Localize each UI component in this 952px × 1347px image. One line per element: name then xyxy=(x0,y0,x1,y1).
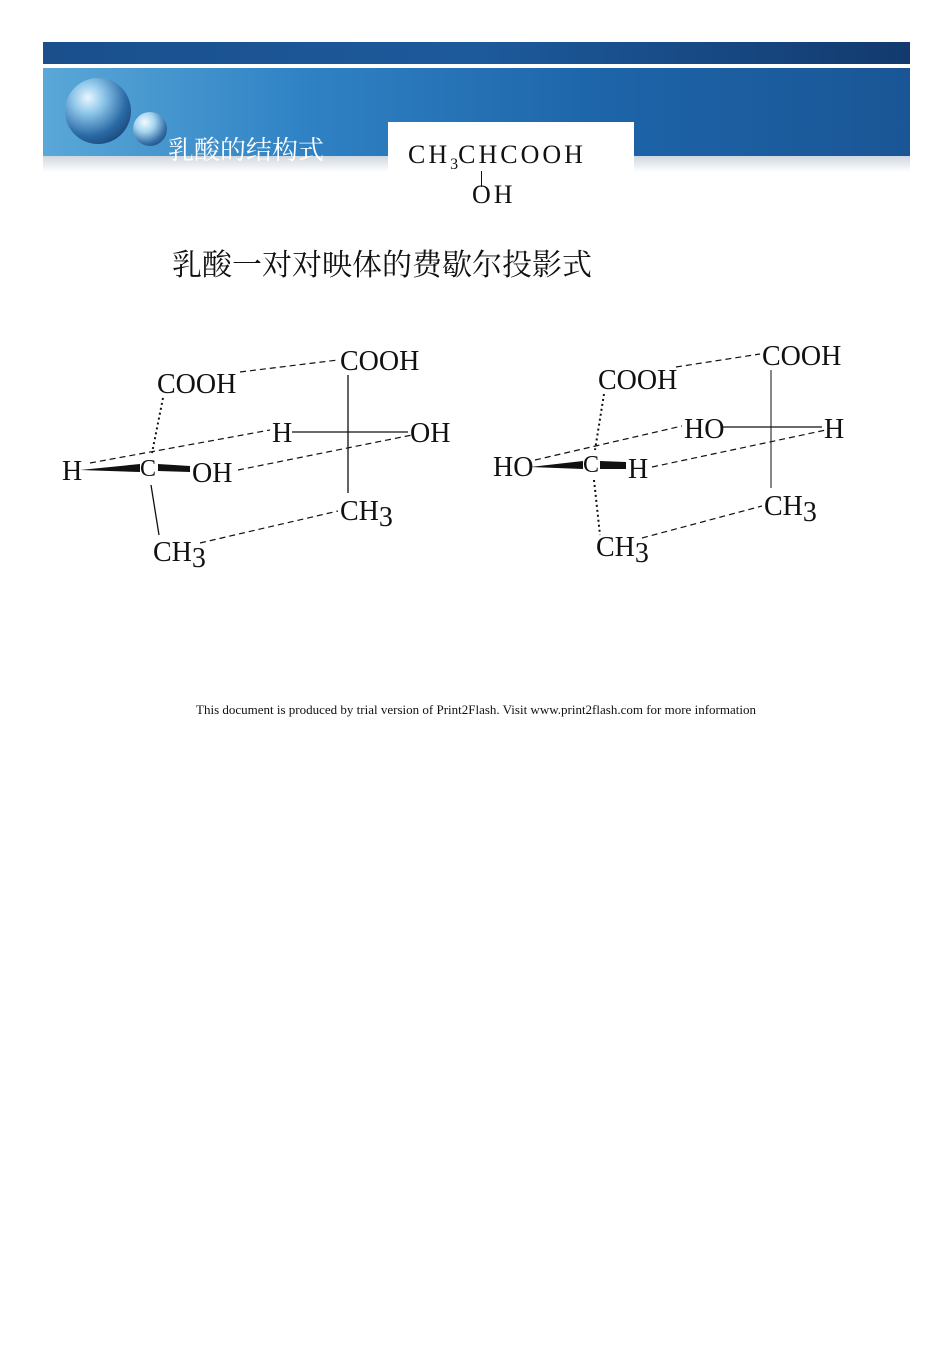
left-fischer-top-label: COOH xyxy=(340,346,420,377)
formula-rest: CHCOOH xyxy=(458,140,586,169)
right-fischer-right-label: H xyxy=(824,414,845,445)
left-link-cooh xyxy=(240,360,338,372)
right-fischer-top-label: COOH xyxy=(762,341,842,372)
right-wedge-top-label: COOH xyxy=(598,365,678,396)
left-wedge-bottom-bond xyxy=(151,485,159,535)
right-link-cooh xyxy=(676,354,760,367)
left-wedge-bond-right xyxy=(158,464,190,472)
section-heading: 乳酸一对对映体的费歇尔投影式 xyxy=(172,248,592,283)
right-wedge-bottom-sub: 3 xyxy=(634,538,649,569)
right-link-ch3 xyxy=(642,506,762,538)
right-wedge-right-label: H xyxy=(628,454,649,485)
fischer-projection-diagram xyxy=(0,330,952,580)
right-fischer-bottom-sub: 3 xyxy=(802,497,817,528)
left-fischer-right-label: OH xyxy=(410,418,451,449)
left-link-oh xyxy=(238,435,412,470)
sphere-decoration-icon xyxy=(65,78,131,144)
left-wedge-bond-left xyxy=(80,464,140,472)
left-fischer-bottom-sub: 3 xyxy=(378,502,393,533)
small-sphere-decoration-icon xyxy=(133,112,167,146)
right-fischer-left-label: HO xyxy=(684,414,725,445)
trial-version-notice: This document is produced by trial version of Print2Flash. Visit www.print2flash.com for more information xyxy=(196,702,756,717)
right-wedge-left-label: HO xyxy=(493,452,534,483)
formula-hydroxyl: OH xyxy=(472,180,516,209)
left-wedge-bottom-main: CH xyxy=(153,537,192,568)
formula-main-chain xyxy=(408,140,586,174)
right-wedge-bottom-label xyxy=(596,532,649,569)
left-link-ch3 xyxy=(200,511,338,543)
left-wedge-left-label: H xyxy=(62,456,83,487)
right-link-ho xyxy=(535,426,682,460)
formula-ch: CH xyxy=(408,140,451,169)
right-wedge-bottom-bond xyxy=(594,480,600,535)
left-enantiomer xyxy=(62,346,450,574)
left-wedge-center-label: C xyxy=(140,456,157,482)
right-wedge-center-label: C xyxy=(583,452,600,478)
formula-sub: 3 xyxy=(450,156,459,174)
left-wedge-bottom-label xyxy=(153,537,206,574)
page-title: 乳酸的结构式 xyxy=(168,136,325,166)
right-fischer-bottom-label xyxy=(764,491,817,528)
structural-formula xyxy=(388,122,634,214)
left-wedge-top-label: COOH xyxy=(157,369,237,400)
left-fischer-left-label: H xyxy=(272,418,293,449)
left-wedge-bottom-sub: 3 xyxy=(191,543,206,574)
banner-top-strip xyxy=(43,42,910,64)
left-link-h xyxy=(90,430,270,463)
right-wedge-bond-left xyxy=(530,461,583,469)
right-enantiomer xyxy=(493,341,844,569)
left-fischer-bottom-label xyxy=(340,496,393,533)
right-link-h xyxy=(652,430,826,467)
left-wedge-right-label: OH xyxy=(192,458,233,489)
right-wedge-bottom-main: CH xyxy=(596,532,635,563)
left-fischer-bottom-main: CH xyxy=(340,496,379,527)
right-fischer-bottom-main: CH xyxy=(764,491,803,522)
left-wedge-top-bond xyxy=(152,398,163,453)
right-wedge-top-bond xyxy=(595,394,604,450)
right-wedge-bond-right xyxy=(600,461,626,469)
